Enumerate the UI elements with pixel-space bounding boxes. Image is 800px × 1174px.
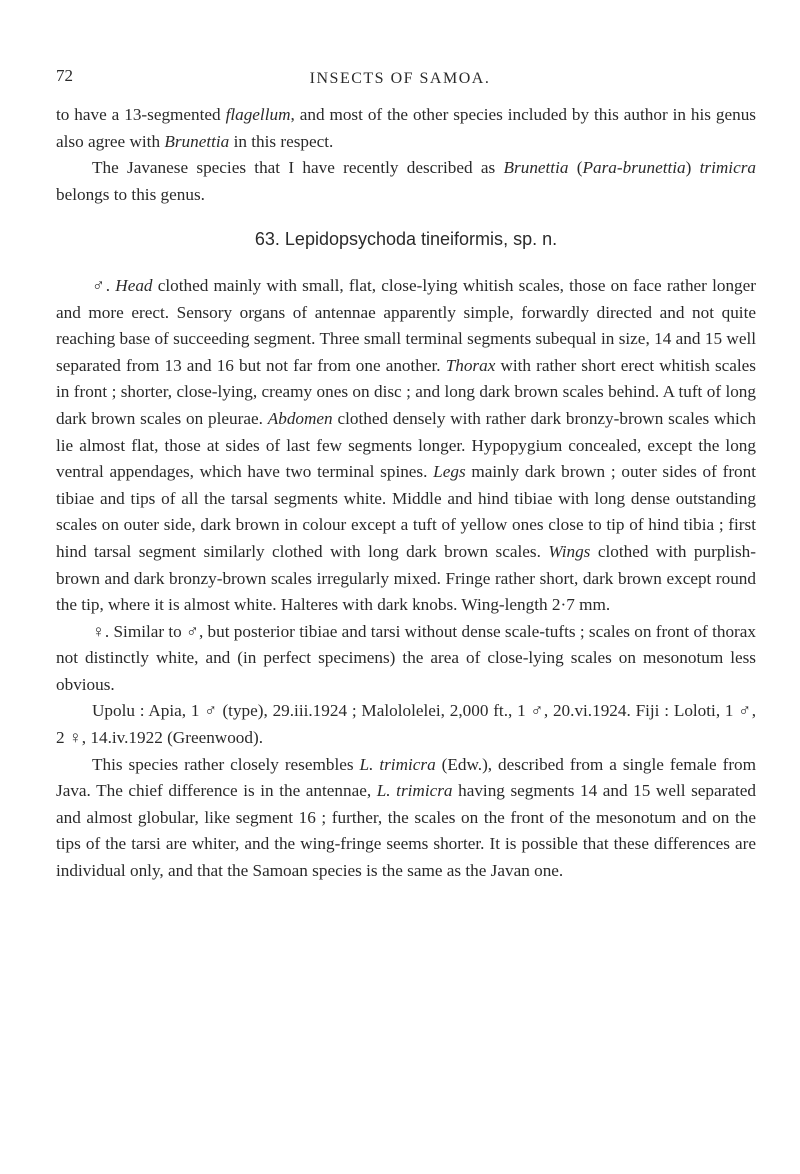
italic-term: Abdomen xyxy=(267,408,333,428)
text-run: ( xyxy=(568,158,583,178)
paragraph-continuation xyxy=(56,102,756,155)
italic-term: Head xyxy=(115,275,153,295)
italic-term: Thorax xyxy=(445,355,496,375)
italic-term: Brunettia xyxy=(164,131,230,151)
paragraph-female-description: ♀. Similar to ♂, but posterior tibiae and tarsi without dense scale-tufts ; scales on front of thorax not distinctly white, and (in perfect specimens) the area of close-lying scales on mesonotum less obvious. xyxy=(56,621,756,694)
text-run: ♂. xyxy=(92,275,116,295)
text-run: with rather short erect whitish scales in front ; shorter, close-lying, creamy ones on disc ; and long dark brown scales behind. A tuft of long dark brown scales on pleurae. xyxy=(56,355,756,428)
italic-term: L. trimicra xyxy=(376,781,453,801)
species-number: 63. xyxy=(254,229,285,250)
species-suffix: , sp. n. xyxy=(503,229,558,250)
text-run: This species rather closely resembles xyxy=(92,754,360,774)
italic-term: Wings xyxy=(548,541,591,561)
text-run: ) xyxy=(685,158,700,178)
text-run: having segments 14 and 15 well separated and almost globular, like segment 16 ; further, the scales on the front of the mesonotum and on the tips of the tarsi are whiter, and the wing-fringe seems shorter. It is possible that these differences are individual only, and that the Samoan species is the same as the Javan one. xyxy=(56,781,756,881)
paragraph-comparison xyxy=(56,752,756,885)
page-body xyxy=(56,102,756,885)
paragraph-localities: Upolu : Apia, 1 ♂ (type), 29.iii.1924 ; Malololelei, 2,000 ft., 1 ♂, 20.vi.1924. Fiji : Loloti, 1 ♂, 2 ♀, 14.iv.1922 (Greenwood). xyxy=(56,701,756,748)
paragraph-javanese xyxy=(56,155,756,208)
italic-term: flagellum xyxy=(225,105,291,124)
text-run: mainly dark brown ; outer sides of front tibiae and tips of all the tarsal segments white. Middle and hind tibiae with long dense outstanding scales on outer side, dark brown in colour except a tuft of yellow ones close to tip of hind tibia ; first hind tarsal segment similarly clothed with long dark brown scales. xyxy=(56,462,756,561)
italic-term: Legs xyxy=(433,462,466,482)
text-run: , and most of the other species included by this author in his genus also agree with xyxy=(56,105,756,151)
text-run: to have a 13-segmented xyxy=(56,105,226,124)
text-run: clothed with purplish-brown and dark bronzy-brown scales irregularly mixed. Fringe rather short, dark brown except round the tip, where it is almost white. Halteres with dark knobs. Wing-length 2·7 mm. xyxy=(56,541,756,615)
page-number: 72 xyxy=(56,66,73,85)
text-run: clothed densely with rather dark bronzy-brown scales which lie almost flat, those at sides of last few segments longer. Hypopygium concealed, except the long ventral appendages, which have two terminal spines. xyxy=(56,408,757,482)
paragraph-male-description xyxy=(56,273,756,619)
species-name: Lepidopsychoda tineiformis xyxy=(284,229,504,250)
text-run: (Edw.), described from a single female from Java. The chief difference is in the antennae, xyxy=(56,754,757,801)
text-run: in this respect. xyxy=(229,131,334,151)
text-run: belongs to this genus. xyxy=(56,184,205,204)
text-run: clothed mainly with small, flat, close-lying whitish scales, those on face rather longer and more erect. Sensory organs of antennae apparently simple, forwardly directed and not quite reaching base of succeeding segment. Three small terminal segments subequal in size, 14 and 15 well separated from 13 and 16 but not far from one another. xyxy=(56,275,757,375)
italic-term: Brunettia xyxy=(503,158,569,178)
species-heading xyxy=(56,226,756,253)
italic-term: L. trimicra xyxy=(359,754,436,774)
italic-term: trimicra xyxy=(699,158,756,178)
text-run: The Javanese species that I have recently described as xyxy=(92,158,504,178)
italic-term: Para-brunettia xyxy=(582,158,686,178)
running-title: INSECTS OF SAMOA. xyxy=(309,70,491,87)
